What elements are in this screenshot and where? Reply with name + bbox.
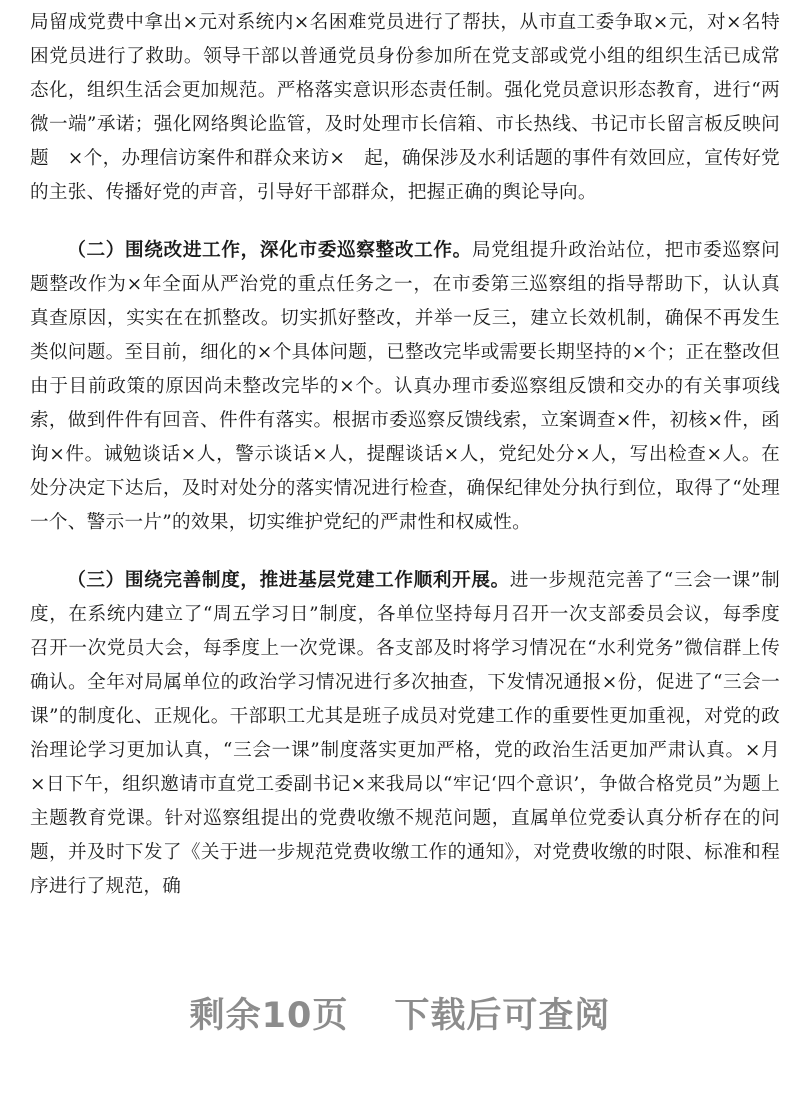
download-prompt[interactable] [0, 988, 800, 1038]
section-paragraph-2 [30, 234, 780, 540]
intro-paragraph: 局留成党费中拿出×元对系统内×名困难党员进行了帮扶，从市直工委争取×元，对×名特困党员进行了救助。领导干部以普通党员身份参加所在党支部或党小组的组织生活已成常态化，组织生活会更加规范。严格落实意识形态责任制。强化党员意识形态教育，进行“两微一端”承诺；强化网络舆论监管，及时处理市长信箱、市长热线、书记市长留言板反映问题 ×个，办理信访案件和群众来访× 起，确保涉及水利话题的事件有效回应，宣传好党的主张、传播好党的声音，引导好干部群众，把握正确的舆论导向。 [30, 12, 780, 203]
paragraph-gap [30, 540, 780, 564]
section-heading-2: （二）围绕改进工作，深化市委巡察整改工作。 [67, 240, 472, 261]
paragraph-gap [30, 210, 780, 234]
download-hint-text[interactable]: 下载后可查阅 [394, 996, 611, 1036]
section-paragraph-3 [30, 564, 780, 904]
document-page [30, 0, 780, 904]
section-body-2: 局党组提升政治站位，把市委巡察问题整改作为×年全面从严治党的重点任务之一，在市委第三巡察组的指导帮助下，认认真真查原因，实实在在抓整改。切实抓好整改，并举一反三，建立长效机制，确保不再发生类似问题。至目前，细化的×个具体问题，已整改完毕或需要长期坚持的×个；正在整改但由于目前政策的原因尚未整改完毕的×个。认真办理市委巡察组反馈和交办的有关事项线索，做到件件有回音、件件有落实。根据市委巡察反馈线索，立案调查×件，初核×件，函询×件。诫勉谈话×人，警示谈话×人，提醒谈话×人，党纪处分×人，写出检查×人。在处分决定下达后，及时对处分的落实情况进行检查，确保纪律处分执行到位，取得了“处理一个、警示一片”的效果，切实维护党纪的严肃性和权威性。 [30, 240, 780, 533]
section-heading-3: （三）围绕完善制度，推进基层党建工作顺利开展。 [67, 570, 510, 591]
section-body-3: 进一步规范完善了“三会一课”制度，在系统内建立了“周五学习日”制度，各单位坚持每月召开一次支部委员会议，每季度召开一次党员大会，每季度上一次党课。各支部及时将学习情况在“水利党务”微信群上传确认。全年对局属单位的政治学习情况进行多次抽查，下发情况通报×份，促进了“三会一课”的制度化、正规化。干部职工尤其是班子成员对党建工作的重要性更加重视，对党的政治理论学习更加认真，“三会一课”制度落实更加严格，党的政治生活更加严肃认真。×月×日下午，组织邀请市直党工委副书记×来我局以“牢记‘四个意识’，争做合格党员”为题上主题教育党课。针对巡察组提出的党费收缴不规范问题，直属单位党委认真分析存在的问题，并及时下发了《关于进一步规范党费收缴工作的通知》，对党费收缴的时限、标准和程序进行了规范，确 [30, 570, 780, 897]
remaining-pages-text[interactable]: 剩余10页 [189, 996, 349, 1036]
